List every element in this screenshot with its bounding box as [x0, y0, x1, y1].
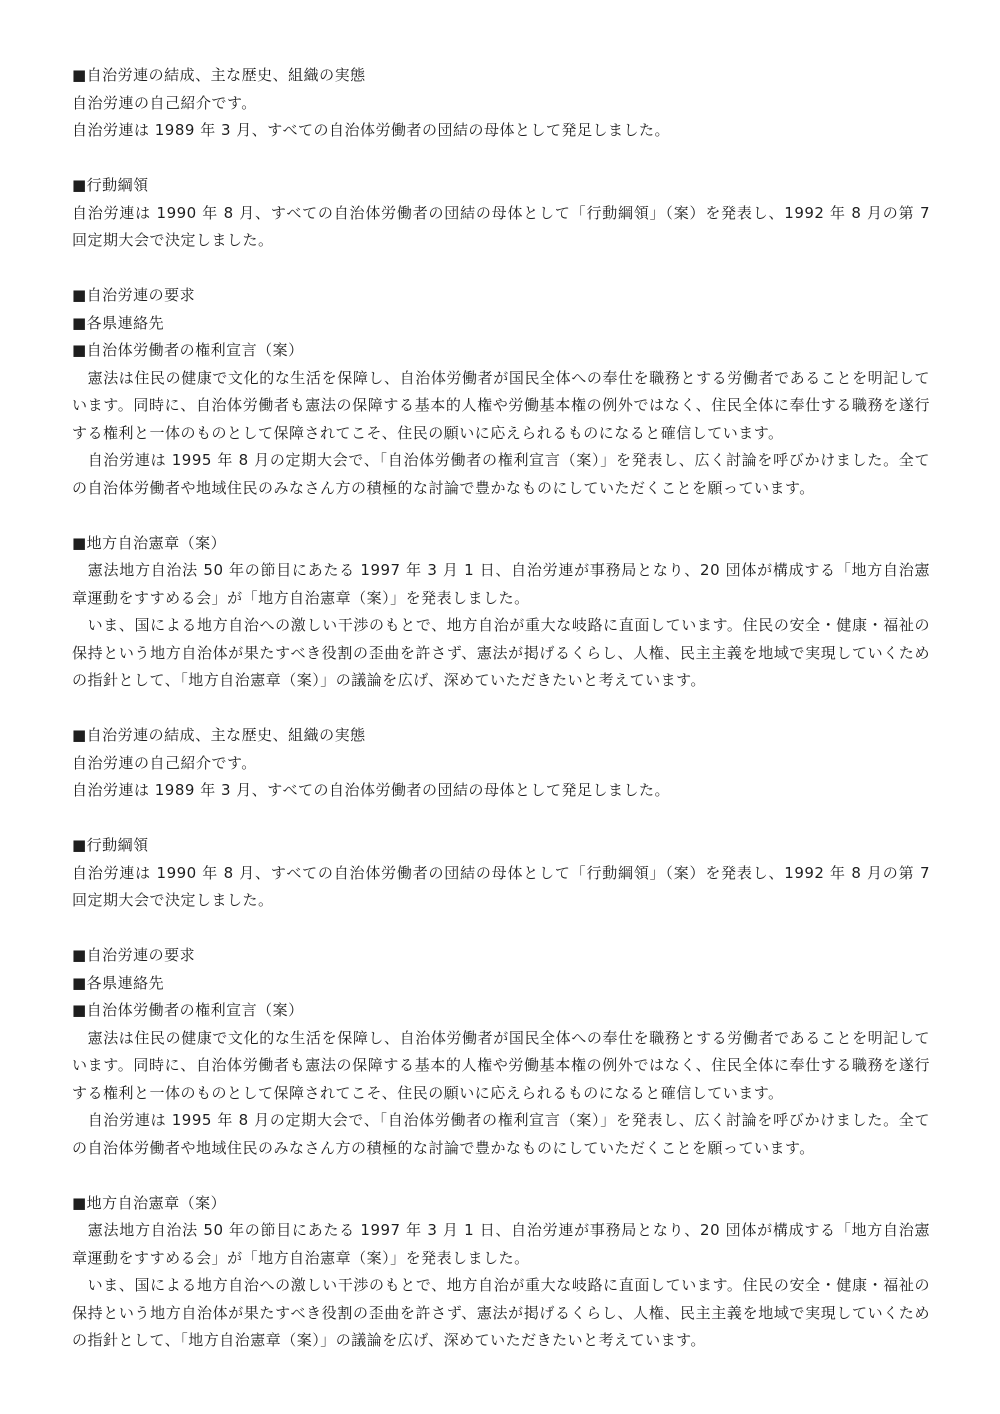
paragraph: 憲法地方自治法 50 年の節目にあたる 1997 年 3 月 1 日、自治労連が事務局となり、20 団体が構成する「地方自治憲章運動をすすめる会」が「地方自治憲章（案）」を発表しました。 [72, 561, 930, 607]
document-section [72, 62, 930, 145]
section-heading: ■地方自治憲章（案） [72, 533, 227, 552]
section-heading: ■行動綱領 [72, 176, 149, 194]
section-heading: ■各県連絡先 [72, 313, 165, 332]
section-heading: ■自治労連の結成、主な歴史、組織の実態 [72, 726, 366, 744]
paragraph: 自治労連の自己紹介です。 [72, 753, 257, 772]
paragraph: 憲法地方自治法 50 年の節目にあたる 1997 年 3 月 1 日、自治労連が事務局となり、20 団体が構成する「地方自治憲章運動をすすめる会」が「地方自治憲章（案）」を発表しました。 [72, 1221, 930, 1267]
section-heading: ■行動綱領 [72, 836, 149, 854]
section-heading: ■地方自治憲章（案） [72, 1193, 227, 1212]
section-heading: ■自治労連の要求 [72, 946, 196, 964]
paragraph: 憲法は住民の健康で文化的な生活を保障し、自治体労働者が国民全体への奉仕を職務とする労働者であることを明記しています。同時に、自治体労働者も憲法の保障する基本的人権や労働基本権の例外ではなく、住民全体に奉仕する職務を遂行する権利と一体のものとして保障されてこそ、住民の願いに応えられるものになると確信しています。 [72, 368, 930, 442]
section-heading: ■自治労連の結成、主な歴史、組織の実態 [72, 66, 366, 84]
document-section [72, 282, 930, 502]
paragraph: 自治労連は 1989 年 3 月、すべての自治体労働者の団結の母体として発足しました。 [72, 121, 670, 139]
paragraph: 憲法は住民の健康で文化的な生活を保障し、自治体労働者が国民全体への奉仕を職務とする労働者であることを明記しています。同時に、自治体労働者も憲法の保障する基本的人権や労働基本権の例外ではなく、住民全体に奉仕する職務を遂行する権利と一体のものとして保障されてこそ、住民の願いに応えられるものになると確信しています。 [72, 1028, 930, 1102]
paragraph: 自治労連は 1990 年 8 月、すべての自治体労働者の団結の母体として「行動綱領」（案）を発表し、1992 年 8 月の第 7 回定期大会で決定しました。 [72, 863, 930, 909]
document-section [72, 832, 930, 915]
paragraph: 自治労連は 1995 年 8 月の定期大会で、「自治体労働者の権利宣言（案）」を発表し、広く討論を呼びかけました。全ての自治体労働者や地域住民のみなさん方の積極的な討論で豊かなものにしていただくことを願っています。 [72, 1111, 930, 1157]
paragraph: 自治労連は 1990 年 8 月、すべての自治体労働者の団結の母体として「行動綱領」（案）を発表し、1992 年 8 月の第 7 回定期大会で決定しました。 [72, 203, 930, 249]
paragraph: 自治労連は 1989 年 3 月、すべての自治体労働者の団結の母体として発足しました。 [72, 781, 670, 799]
document-section [72, 1190, 930, 1355]
document-section [72, 942, 930, 1162]
paragraph: いま、国による地方自治への激しい干渉のもとで、地方自治が重大な岐路に直面しています。住民の安全・健康・福祉の保持という地方自治体が果たすべき役割の歪曲を許さず、憲法が掲げるくらし、人権、民主主義を地域で実現していくための指針として、「地方自治憲章（案）」の議論を広げ、深めていただきたいと考えています。 [72, 616, 930, 689]
document-section [72, 530, 930, 695]
section-heading: ■各県連絡先 [72, 973, 165, 992]
section-heading: ■自治体労働者の権利宣言（案） [72, 341, 304, 359]
paragraph: いま、国による地方自治への激しい干渉のもとで、地方自治が重大な岐路に直面しています。住民の安全・健康・福祉の保持という地方自治体が果たすべき役割の歪曲を許さず、憲法が掲げるくらし、人権、民主主義を地域で実現していくための指針として、「地方自治憲章（案）」の議論を広げ、深めていただきたいと考えています。 [72, 1276, 930, 1349]
document-section [72, 722, 930, 805]
section-heading: ■自治労連の要求 [72, 286, 196, 304]
document-section [72, 172, 930, 255]
section-heading: ■自治体労働者の権利宣言（案） [72, 1001, 304, 1019]
paragraph: 自治労連の自己紹介です。 [72, 93, 257, 112]
paragraph: 自治労連は 1995 年 8 月の定期大会で、「自治体労働者の権利宣言（案）」を発表し、広く討論を呼びかけました。全ての自治体労働者や地域住民のみなさん方の積極的な討論で豊かなものにしていただくことを願っています。 [72, 451, 930, 497]
